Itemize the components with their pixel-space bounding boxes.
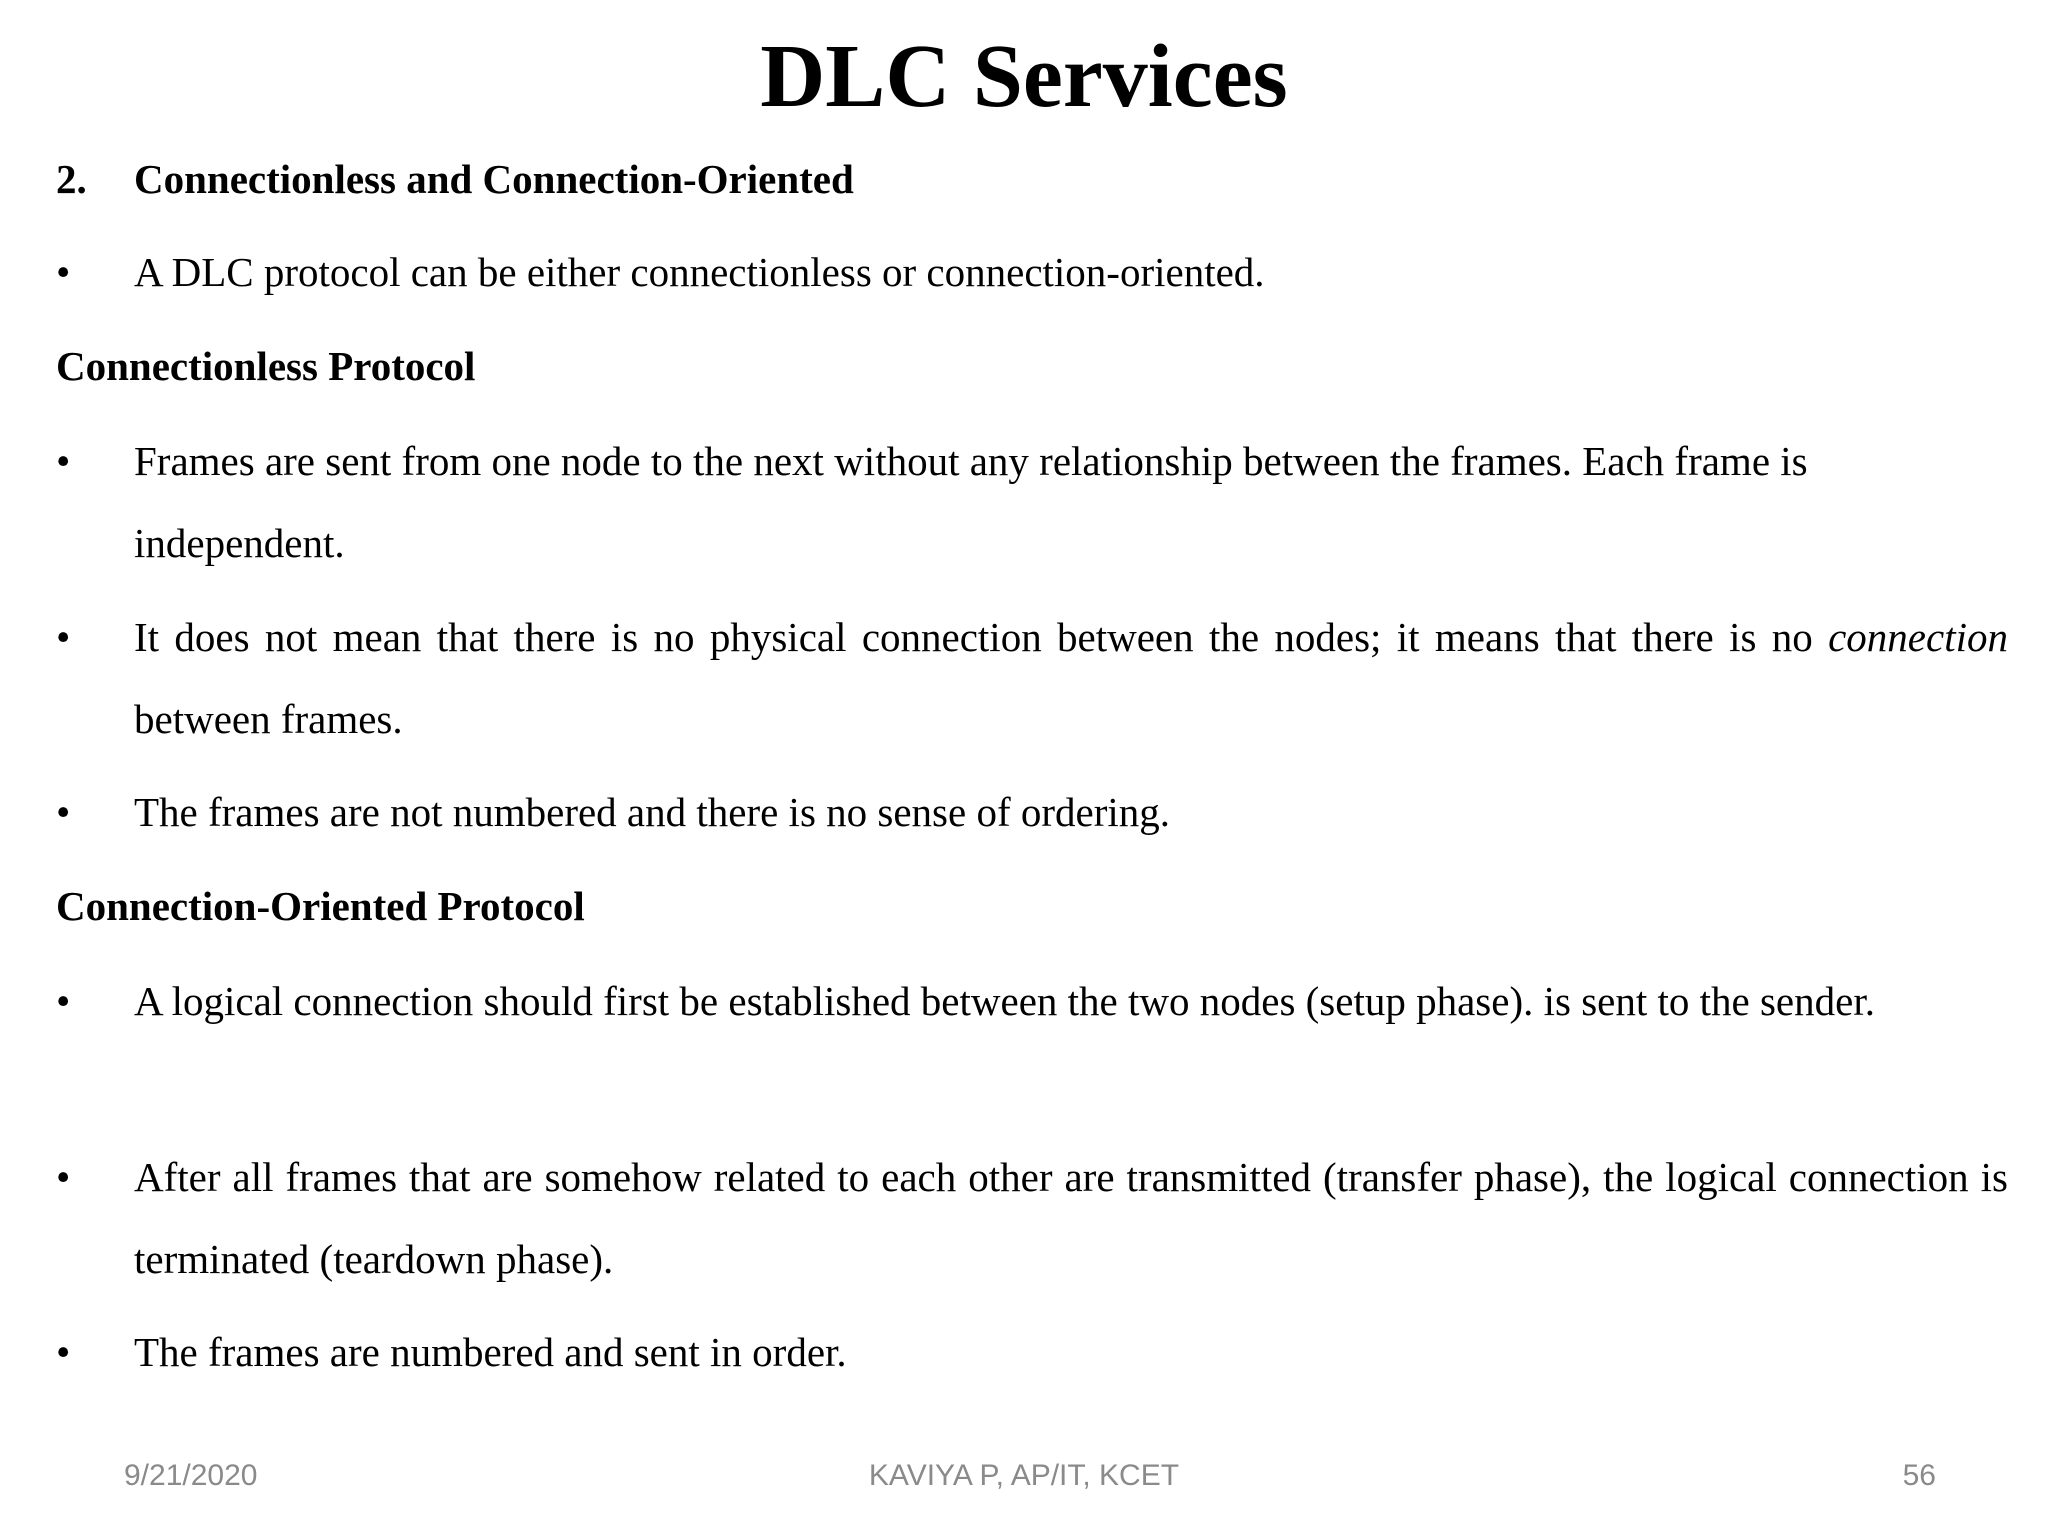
section-heading [56,155,2008,203]
connection-oriented-heading [56,882,2008,930]
connectionless-bullet-1 [56,420,2008,584]
footer-author: KAVIYA P, AP/IT, KCET [868,1459,1180,1492]
slide-title: DLC Services [760,27,1288,126]
connectionless-bullet-2-before: It does not mean that there is no physical connection between the nodes; it means that there is no [134,614,1829,660]
footer-date: 9/21/2020 [124,1459,258,1492]
bullet-icon: • [56,438,71,484]
connectionless-heading-text: Connectionless Protocol [56,343,476,389]
connection-oriented-bullet-3 [56,1328,2008,1376]
connection-oriented-bullet-2-text: After all frames that are somehow related to each other are transmitted (transfer phase), the logical connection is terminated (teardown phase). [134,1154,2008,1282]
bullet-icon: • [56,978,71,1024]
connection-oriented-bullet-1-text: A logical connection should first be established between the two nodes (setup phase). is sent to the sender. [134,978,1875,1024]
bullet-icon: • [56,249,71,295]
bullet-icon: • [56,1154,71,1200]
connection-oriented-bullet-1 [56,960,2008,1042]
intro-bullet-text: A DLC protocol can be either connectionless or connection-oriented. [134,249,1265,295]
connectionless-bullet-2-italic: connection [1828,614,2008,660]
connectionless-bullet-2 [56,596,2008,760]
connection-oriented-heading-text: Connection-Oriented Protocol [56,883,585,929]
bullet-icon: • [56,614,71,660]
connection-oriented-bullet-2 [56,1136,2008,1300]
connectionless-bullet-3-text: The frames are not numbered and there is no sense of ordering. [134,789,1171,835]
bullet-icon: • [56,1329,71,1375]
connectionless-bullet-2-after: between frames. [134,696,403,742]
section-number: 2. [56,156,87,202]
intro-bullet [56,248,2008,296]
connectionless-bullet-2-text [134,596,2008,760]
bullet-icon: • [56,789,71,835]
connection-oriented-bullet-3-text: The frames are numbered and sent in order. [134,1329,847,1375]
connectionless-bullet-3 [56,788,2008,836]
footer-page-number: 56 [1902,1459,1936,1492]
section-title: Connectionless and Connection-Oriented [134,156,854,202]
connectionless-heading [56,342,2008,390]
connectionless-bullet-1-text: Frames are sent from one node to the next without any relationship between the frames. Each frame is independent. [134,438,1808,566]
